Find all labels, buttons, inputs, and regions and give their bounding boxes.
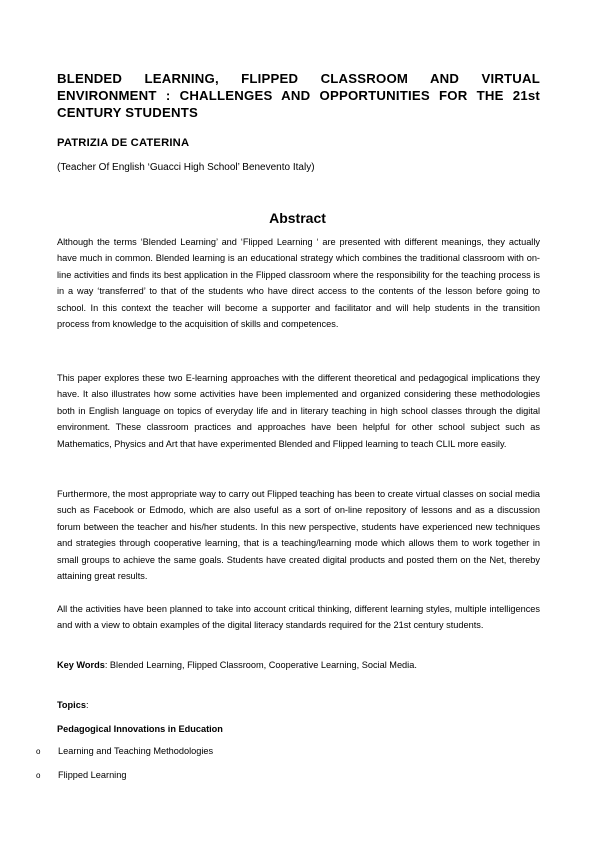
topic-item xyxy=(36,770,126,780)
bullet-circle-icon: o xyxy=(36,747,41,756)
paper-title: BLENDED LEARNING, FLIPPED CLASSROOM AND VIRTUAL ENVIRONMENT : CHALLENGES AND OPPORTUNITIES FOR THE 21st CENTURY STUDENTS xyxy=(57,71,540,120)
topics-heading: Pedagogical Innovations in Education xyxy=(57,724,223,734)
keywords-label: Key Words xyxy=(57,660,105,670)
abstract-paragraph-3: Furthermore, the most appropriate way to carry out Flipped teaching has been to create virtual classes on social media such as Facebook or Edmodo, which are also useful as a sort of on-line repository of lessons and as a discussion forum between the teacher and his/her students. In this new perspective, students have experienced new techniques and strategies through cooperative learning, that is a teaching/learning mode which allows them to work together in small groups to achieve the same goals. Students have created digital products and posted them on the Net, thereby attaining great results. xyxy=(57,489,540,582)
keywords-line xyxy=(57,660,417,670)
topics-label: Topics xyxy=(57,700,86,710)
topics-line xyxy=(57,700,89,710)
bullet-circle-icon: o xyxy=(36,771,41,780)
topic-item-label: Flipped Learning xyxy=(58,770,127,780)
topic-item-label: Learning and Teaching Methodologies xyxy=(58,746,214,756)
topics-colon: : xyxy=(85,700,89,710)
author-affiliation: (Teacher Of English ‘Guacci High School’ Benevento Italy) xyxy=(57,162,315,173)
abstract-heading: Abstract xyxy=(269,210,326,226)
abstract-paragraph-4: All the activities have been planned to take into account critical thinking, different learning styles, multiple intelligences and with a view to obtain examples of the digital literacy standards required for the 21st century students. xyxy=(57,604,540,631)
topic-item xyxy=(36,746,213,756)
abstract-paragraph-1: Although the terms ‘Blended Learning’ and ‘Flipped Learning ‘ are presented with different meanings, they actually have much in common. Blended learning is an educational strategy which combines the traditional classroom with on-line activities and finds its best application in the Flipped classroom where the responsibility for the teaching process is in a way ‘transferred’ to that of the students who have direct access to the contents of the lesson before going to school. In this context the teacher will become a supporter and facilitator and will help students in the transition process from knowledge to the acquisition of skills and competences. xyxy=(57,237,540,330)
keywords-text: : Blended Learning, Flipped Classroom, Cooperative Learning, Social Media. xyxy=(104,660,417,670)
abstract-paragraph-2: This paper explores these two E-learning approaches with the different theoretical and pedagogical implications they have. It also illustrates how some activities have been implemented and organized considering these methodologies both in English language on topics of everyday life and in literary teaching in high school classes through the digital environment. These classroom practices and approaches have been helpful for other school subject such as Mathematics, Physics and Art that have experimented Blended and Flipped learning to teach CLIL more easily. xyxy=(57,373,540,449)
author-name: PATRIZIA DE CATERINA xyxy=(57,137,190,149)
